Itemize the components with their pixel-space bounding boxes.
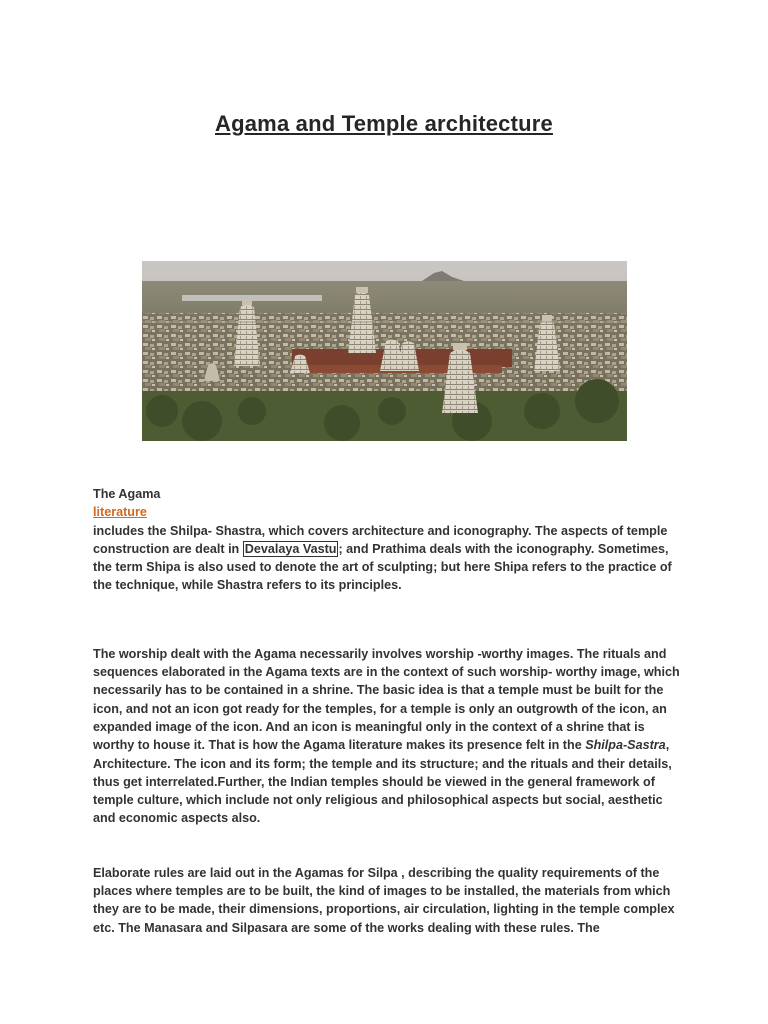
shilpa-sastra-term: Shilpa-Sastra xyxy=(585,738,666,753)
paragraph-2-text-b: , Architecture. The icon and its form; the temple and its structure; and the rituals and their details, thus get interrelated.Further, the Indian temples should be viewed in the general framework of temple culture, which include not only religious and philosophical aspects but social, aesthetic and economic aspects also. xyxy=(93,738,672,826)
temple-photo xyxy=(142,261,627,441)
devalaya-vastu-term: Devalaya Vastu xyxy=(244,541,337,556)
literature-link[interactable]: literature xyxy=(93,505,147,520)
paragraph-1-text-b: ; and Prathima deals with the iconography. Sometimes, the term Shipa is also used to denote the art of sculpting; but here Shipa refers to the practice of the technique, while Shastra refers to its principles. xyxy=(93,541,672,593)
paragraph-1 xyxy=(93,503,683,594)
paragraph-1-text-a: includes the Shilpa- Shastra, which covers architecture and iconography. The aspects of temple construction are dealt in xyxy=(93,523,668,556)
paragraph-2-text-a: The worship dealt with the Agama necessarily involves worship -worthy images. The rituals and sequences elaborated in the Agama texts are in the context of such worship- worthy image, which necessarily has to be contained in a shrine. The basic idea is that a temple must be built for the icon, and not an icon got ready for the temples, for a temple is only an outgrowth of the icon, an expanded image of the icon. And an icon is meaningful only in the context of a shrine that is worthy to house it. That is how the Agama literature makes its presence felt in the xyxy=(93,646,680,753)
article-body xyxy=(93,485,683,937)
paragraph-2 xyxy=(93,645,683,828)
section-heading: The Agama xyxy=(93,487,161,501)
page-title: Agama and Temple architecture xyxy=(215,110,553,136)
paragraph-3: Elaborate rules are laid out in the Agamas for Silpa , describing the quality requirements of the places where temples are to be built, the kind of images to be installed, the materials from which they are to be made, their dimensions, proportions, air circulation, lighting in the temple complex etc. The Manasara and Silpasara are some of the works dealing with these rules. The xyxy=(93,865,675,935)
